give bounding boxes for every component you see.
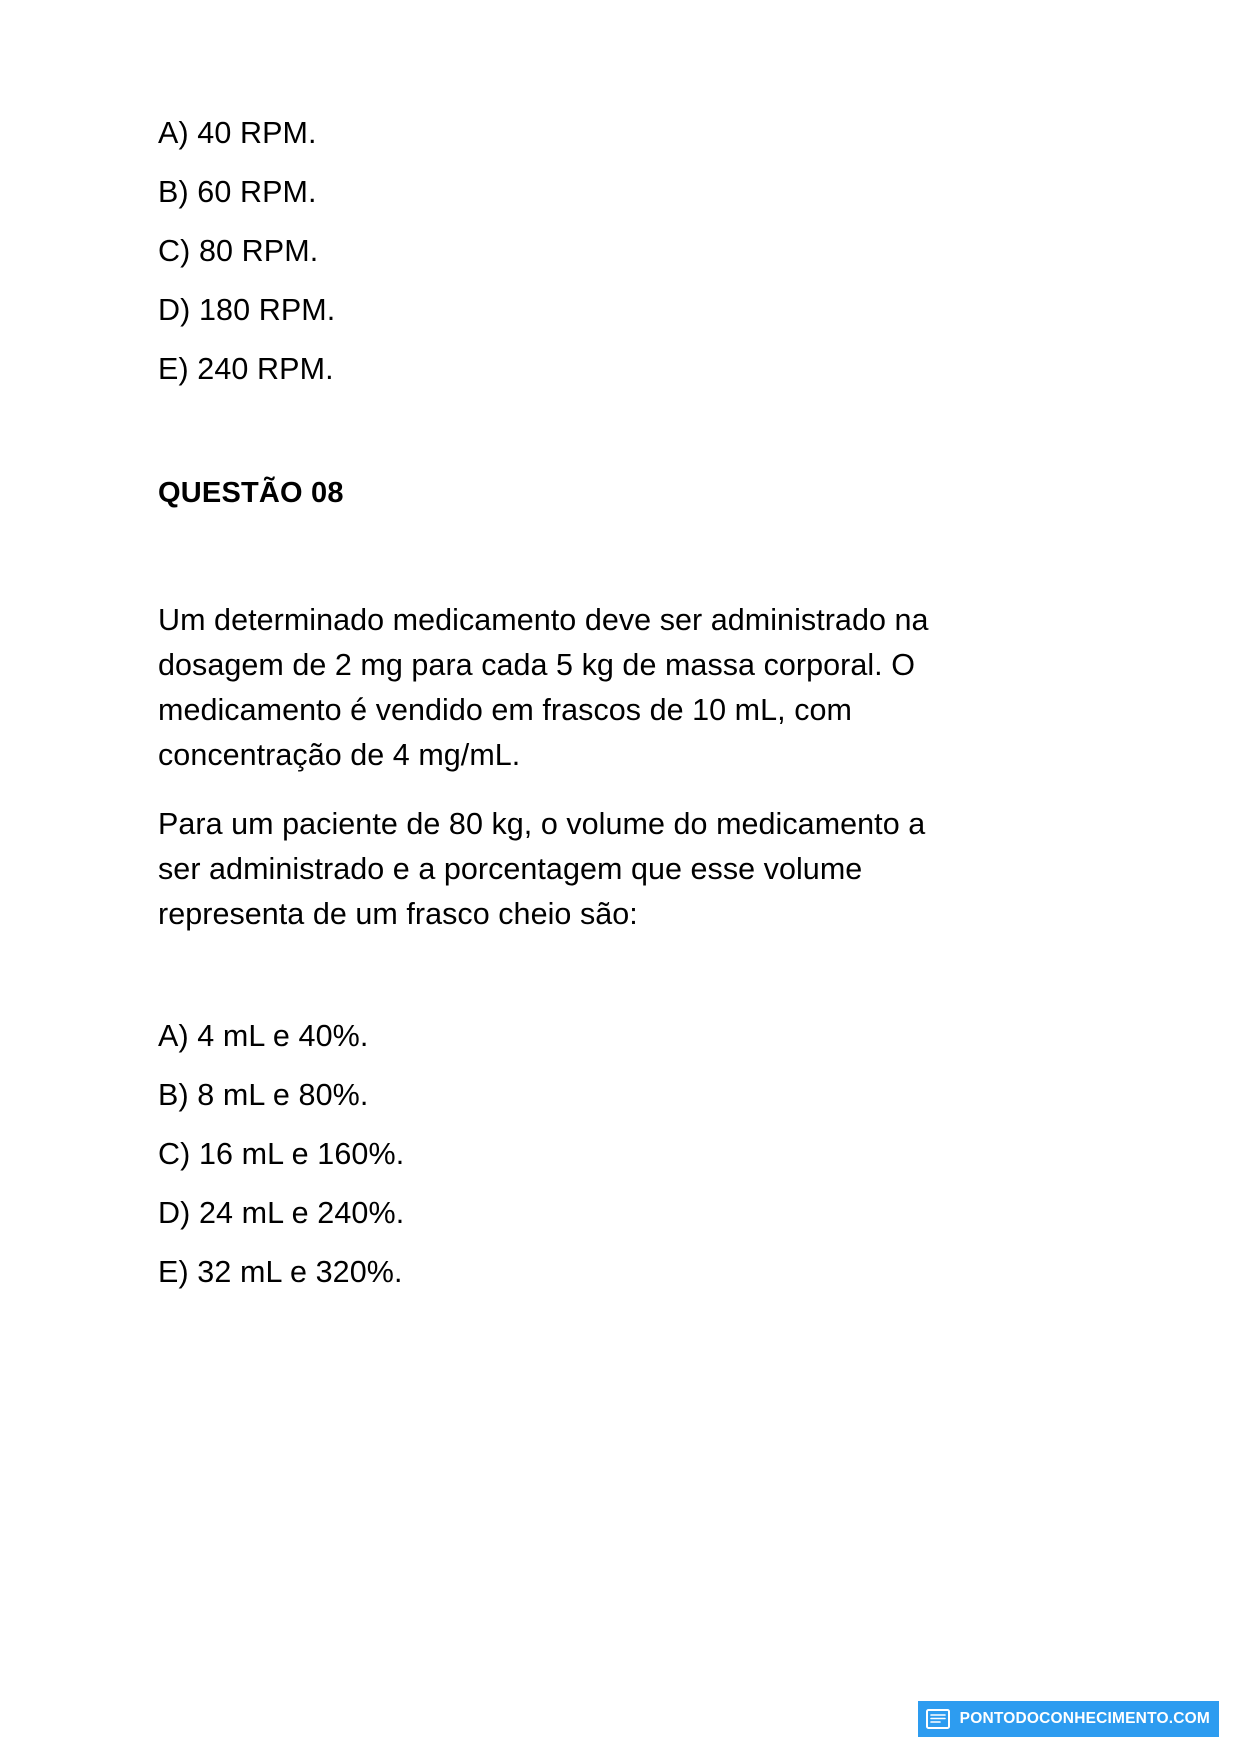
page-content [158,118,958,1287]
question-statement-paragraph-1: Um determinado medicamento deve ser administrado na dosagem de 2 mg para cada 5 kg de massa corporal. O medicamento é vendido em frascos de 10 mL, com concentração de 4 mg/mL. [158,602,929,772]
question-options-list [158,1018,958,1289]
book-stack-icon [918,1701,958,1737]
option-item: C) 80 RPM. [158,234,319,268]
option-item: D) 180 RPM. [158,293,336,327]
option-item: E) 240 RPM. [158,352,334,386]
option-item: B) 60 RPM. [158,175,317,209]
footer-watermark-badge [918,1701,1219,1737]
question-statement-paragraph-2: Para um paciente de 80 kg, o volume do medicamento a ser administrado e a porcentagem que esse volume representa de um frasco cheio são: [158,806,926,931]
option-item: A) 4 mL e 40%. [158,1018,369,1053]
option-item: B) 8 mL e 80%. [158,1077,369,1112]
option-item: A) 40 RPM. [158,116,317,150]
option-item: E) 32 mL e 320%. [158,1254,403,1289]
previous-question-options-list [158,118,958,385]
option-item: C) 16 mL e 160%. [158,1136,405,1171]
option-item: D) 24 mL e 240%. [158,1195,405,1230]
watermark-text: PONTODOCONHECIMENTO.COM [958,1701,1219,1737]
question-heading: QUESTÃO 08 [158,476,344,509]
